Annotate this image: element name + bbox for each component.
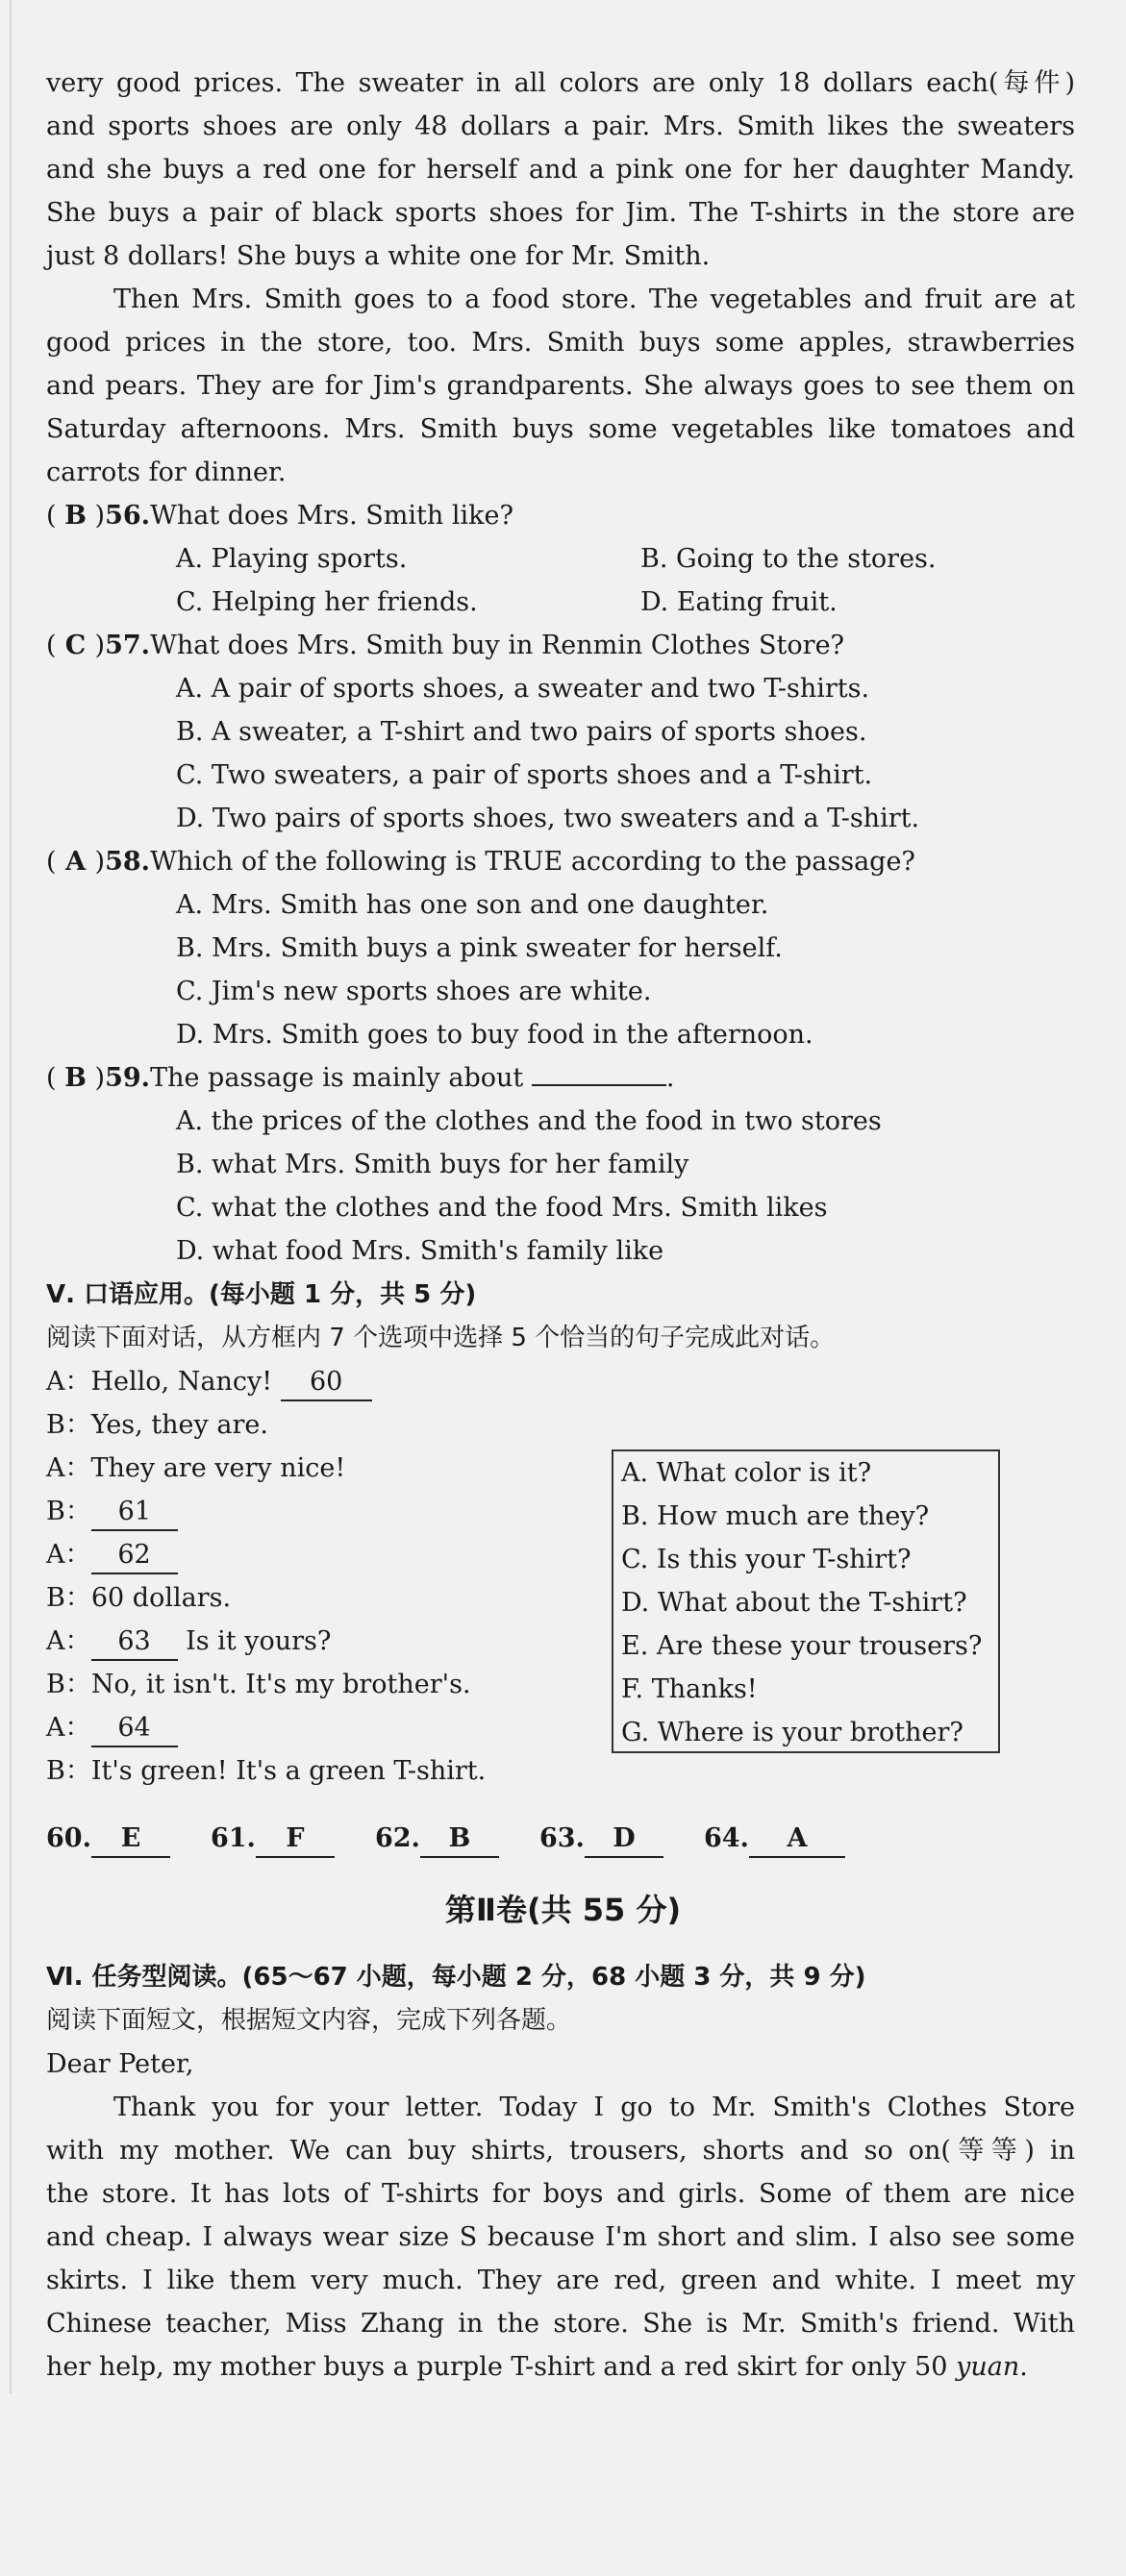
answer-mark: B bbox=[64, 501, 87, 531]
passage-line: and sports shoes are only 48 dollars a pair. Mrs. Smith likes the sweaters bbox=[46, 111, 1075, 141]
option: A. the prices of the clothes and the food in two stores bbox=[176, 1106, 882, 1136]
question-number: 57. bbox=[105, 631, 151, 660]
answer-number: 63. bbox=[538, 1823, 585, 1853]
section-5-instruction: 阅读下面对话，从方框内 7 个选项中选择 5 个恰当的句子完成此对话。 bbox=[46, 1324, 836, 1352]
answer-number: 60. bbox=[46, 1823, 91, 1853]
option: A. Playing sports. bbox=[176, 544, 408, 574]
box-option: D. What about the T-shirt? bbox=[621, 1588, 967, 1618]
answer-mark: A bbox=[65, 847, 87, 877]
answer-blank[interactable]: A bbox=[749, 1821, 845, 1858]
option: C. Helping her friends. bbox=[176, 587, 478, 617]
dialogue-text: They are very nice! bbox=[90, 1453, 346, 1483]
question-text: What does Mrs. Smith like? bbox=[150, 501, 513, 531]
dialogue-blank[interactable]: 63 bbox=[91, 1624, 178, 1661]
question-number: 56. bbox=[105, 501, 151, 531]
section-6-heading: Ⅵ. 任务型阅读。(65～67 小题，每小题 2 分，68 小题 3 分，共 9 分) bbox=[46, 1963, 866, 1992]
letter-punctuation: . bbox=[1019, 2352, 1028, 2382]
answer-number: 61. bbox=[210, 1823, 256, 1853]
speaker: B： bbox=[46, 1670, 91, 1699]
speaker: B： bbox=[46, 1756, 91, 1786]
answer-blank[interactable]: D bbox=[585, 1821, 663, 1858]
option: A. Mrs. Smith has one son and one daughter. bbox=[176, 890, 769, 920]
question-text: The passage is mainly about bbox=[150, 1063, 524, 1093]
letter-italic-word: yuan bbox=[956, 2352, 1020, 2382]
speaker: A： bbox=[46, 1626, 91, 1656]
dialogue-text: 60 dollars. bbox=[90, 1583, 232, 1613]
option: A. A pair of sports shoes, a sweater and two T-shirts. bbox=[176, 674, 870, 704]
option: B. Going to the stores. bbox=[640, 544, 937, 574]
speaker: B： bbox=[46, 1497, 91, 1526]
letter-line: the store. It has lots of T-shirts for boys and girls. Some of them are nice bbox=[46, 2179, 1075, 2209]
box-option: E. Are these your trousers? bbox=[621, 1631, 983, 1661]
dialogue-text: It's green! It's a green T-shirt. bbox=[90, 1756, 487, 1786]
dialogue-text: Yes, they are. bbox=[90, 1410, 268, 1440]
speaker: A： bbox=[46, 1540, 91, 1570]
dialogue-text: No, it isn't. It's my brother's. bbox=[90, 1670, 471, 1699]
option: C. Jim's new sports shoes are white. bbox=[176, 977, 652, 1006]
box-option: G. Where is your brother? bbox=[621, 1718, 963, 1747]
dialogue-text: Is it yours? bbox=[177, 1626, 332, 1656]
passage-line: She buys a pair of black sports shoes for Jim. The T-shirts in the store are bbox=[46, 198, 1075, 228]
speaker: B： bbox=[46, 1583, 91, 1613]
answer-blank[interactable] bbox=[532, 1084, 666, 1086]
option: D. Eating fruit. bbox=[640, 587, 838, 617]
dialogue-line bbox=[46, 1403, 1075, 1447]
box-option: F. Thanks! bbox=[621, 1674, 758, 1704]
letter-line: Thank you for your letter. Today I go to Mr. Smith's Clothes Store bbox=[113, 2093, 1075, 2122]
letter-text: her help, my mother buys a purple T-shirt and a red skirt for only 50 bbox=[46, 2352, 948, 2382]
speaker: A： bbox=[46, 1367, 91, 1397]
option: B. Mrs. Smith buys a pink sweater for herself. bbox=[176, 933, 783, 963]
options-box bbox=[612, 1449, 1000, 1753]
letter-line: Chinese teacher, Miss Zhang in the store. She is Mr. Smith's friend. With bbox=[46, 2309, 1075, 2339]
option: B. what Mrs. Smith buys for her family bbox=[176, 1150, 689, 1179]
speaker: A： bbox=[46, 1713, 91, 1743]
option: B. A sweater, a T-shirt and two pairs of sports shoes. bbox=[176, 717, 867, 747]
letter-line: and cheap. I always wear size S because I'm short and slim. I also see some bbox=[46, 2222, 1075, 2252]
part-2-title: 第Ⅱ卷(共 55 分) bbox=[444, 1892, 682, 1928]
question-text: What does Mrs. Smith buy in Renmin Clothes Store? bbox=[150, 631, 845, 660]
option: C. what the clothes and the food Mrs. Smith likes bbox=[176, 1193, 828, 1223]
answer-blank[interactable]: B bbox=[420, 1821, 499, 1858]
speaker: A： bbox=[46, 1453, 91, 1483]
answer-blank[interactable]: F bbox=[256, 1821, 335, 1858]
passage-line: and pears. They are for Jim's grandparents. She always goes to see them on bbox=[46, 371, 1075, 401]
passage-line: carrots for dinner. bbox=[46, 458, 287, 487]
option: D. Two pairs of sports shoes, two sweaters and a T-shirt. bbox=[176, 804, 920, 833]
passage-line: very good prices. The sweater in all colors are only 18 dollars each(每件) bbox=[46, 68, 1075, 98]
option: D. Mrs. Smith goes to buy food in the afternoon. bbox=[176, 1020, 813, 1050]
box-option: C. Is this your T-shirt? bbox=[621, 1545, 912, 1574]
option: C. Two sweaters, a pair of sports shoes and a T-shirt. bbox=[176, 760, 873, 790]
question-number: 59. bbox=[105, 1063, 151, 1093]
passage-line: Then Mrs. Smith goes to a food store. The vegetables and fruit are at bbox=[113, 285, 1075, 314]
passage-line: just 8 dollars! She buys a white one for Mr. Smith. bbox=[46, 241, 711, 271]
letter-line bbox=[46, 2345, 1075, 2389]
question-number: 58. bbox=[105, 847, 151, 877]
dialogue-blank[interactable]: 62 bbox=[91, 1538, 178, 1574]
section-5-heading: Ⅴ. 口语应用。(每小题 1 分，共 5 分) bbox=[46, 1280, 477, 1309]
dialogue-blank[interactable]: 60 bbox=[281, 1365, 372, 1401]
letter-salutation: Dear Peter, bbox=[46, 2049, 194, 2079]
answer-mark: B bbox=[64, 1063, 87, 1093]
question-text: Which of the following is TRUE according to the passage? bbox=[150, 847, 915, 877]
speaker: B： bbox=[46, 1410, 91, 1440]
box-option: A. What color is it? bbox=[621, 1458, 872, 1488]
margin-rule bbox=[10, 0, 12, 2393]
section-6-instruction: 阅读下面短文，根据短文内容，完成下列各题。 bbox=[46, 2006, 572, 2035]
passage-line: Saturday afternoons. Mrs. Smith buys some vegetables like tomatoes and bbox=[46, 414, 1075, 444]
letter-line: skirts. I like them very much. They are red, green and white. I meet my bbox=[46, 2266, 1075, 2295]
option: D. what food Mrs. Smith's family like bbox=[176, 1236, 664, 1266]
passage-line: and she buys a red one for herself and a pink one for her daughter Mandy. bbox=[46, 155, 1075, 185]
dialogue-blank[interactable]: 61 bbox=[91, 1495, 178, 1531]
answer-row bbox=[46, 1817, 1075, 1860]
question-57: ( C )57.What does Mrs. Smith buy in Renmin Clothes Store? bbox=[46, 624, 1075, 667]
question-56: ( B )56.What does Mrs. Smith like? bbox=[46, 494, 1075, 537]
box-option: B. How much are they? bbox=[621, 1501, 930, 1531]
dialogue-blank[interactable]: 64 bbox=[91, 1711, 178, 1747]
dialogue-line bbox=[46, 1749, 1075, 1793]
question-58: ( A )58.Which of the following is TRUE according to the passage? bbox=[46, 840, 1075, 883]
question-59: ( B )59.The passage is mainly about . bbox=[46, 1056, 1075, 1100]
answer-number: 62. bbox=[374, 1823, 420, 1853]
answer-mark: C bbox=[64, 631, 87, 660]
dialogue-text: Hello, Nancy! bbox=[90, 1367, 281, 1397]
dialogue-line bbox=[46, 1360, 1075, 1403]
letter-line: with my mother. We can buy shirts, trousers, shorts and so on(等等) in bbox=[46, 2136, 1075, 2166]
answer-blank[interactable]: E bbox=[91, 1821, 170, 1858]
answer-number: 64. bbox=[703, 1823, 749, 1853]
passage-line: good prices in the store, too. Mrs. Smith buys some apples, strawberries bbox=[46, 328, 1075, 358]
